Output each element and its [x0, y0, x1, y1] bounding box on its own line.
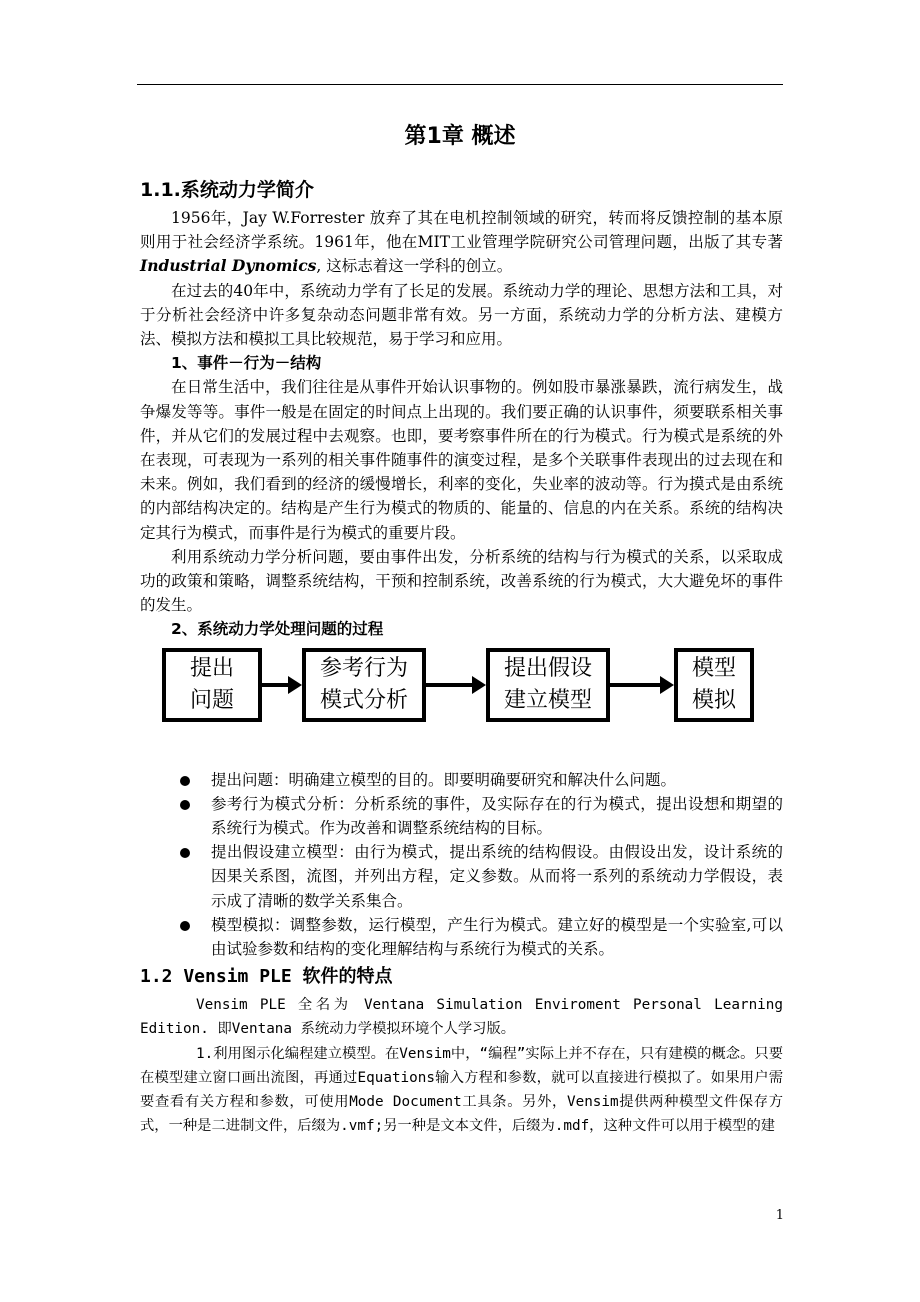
list-item — [140, 913, 783, 961]
section-heading-1-2: 1.2 Vensim PLE 软件的特点 — [140, 966, 393, 988]
bullet-icon — [180, 800, 190, 810]
process-bullet-list — [140, 768, 783, 962]
chapter-title: 第1章 概述 — [404, 124, 516, 149]
flow-arrow — [262, 683, 290, 687]
paragraph-analysis: 利用系统动力学分析问题，要由事件出发，分析系统的结构与行为模式的关系，以采取成功的政策和策略，调整系统结构，干预和控制系统，改善系统的行为模式，大大避免坏的事件的发生。 — [140, 547, 783, 615]
flow-arrow — [426, 683, 474, 687]
bullet-icon — [180, 776, 190, 786]
flow-box-reference-behavior — [302, 648, 426, 722]
flow-box-raise-problem — [162, 648, 262, 722]
list-item — [140, 792, 783, 840]
bullet-icon — [180, 921, 190, 931]
flow-box-label: 提出 问题 — [189, 655, 234, 713]
page-number: 1 — [775, 1208, 784, 1223]
paragraph-intro — [140, 206, 783, 279]
flow-box-label: 参考行为 模式分析 — [319, 655, 408, 713]
paragraph-development: 在过去的40年中，系统动力学有了长足的发展。系统动力学的理论、思想方法和工具，对于分析社会经济中许多复杂动态问题非常有效。另一方面，系统动力学的分析方法、建模方法、模拟方法和模拟工具比较规范，易于学习和应用。 — [140, 281, 783, 349]
book-title: Industrial Dynomics — [140, 256, 317, 276]
list-item — [140, 840, 783, 913]
section-heading-1-1: 1.1.系统动力学简介 — [140, 179, 314, 201]
subheading-event-behavior-structure: 1、事件－行为－结构 — [171, 354, 322, 373]
list-item-text: 提出问题：明确建立模型的目的。即要明确要研究和解决什么问题。 — [211, 770, 677, 789]
flow-arrow — [610, 683, 662, 687]
flow-box-model-simulation — [674, 648, 754, 722]
flow-box-label: 模型 模拟 — [691, 655, 736, 713]
intro-text-a: 1956年，Jay W.Forrester 放弃了其在电机控制领域的研究，转而将反馈控制的基本原则用于社会经济学系统。1961年，他在MIT工业管理学院研究公司管理问题，出版了其专著 — [140, 209, 783, 252]
flow-box-hypothesis-model — [486, 648, 610, 722]
list-item — [140, 768, 783, 792]
list-item-text: 提出假设建立模型：由行为模式，提出系统的结构假设。由假设出发，设计系统的因果关系图，流图，并列出方程，定义参数。从而将一系列的系统动力学假设，表示成了清晰的数学关系集合。 — [211, 843, 783, 910]
subheading-process: 2、系统动力学处理问题的过程 — [171, 620, 384, 639]
intro-text-b: , 这标志着这一学科的创立。 — [316, 257, 513, 276]
paragraph-vensim-name: Vensim PLE 全名为 Ventana Simulation Enviroment Personal Learning Edition. 即Ventana 系统动力学模拟环境个人学习版。 — [140, 997, 783, 1038]
list-item-text: 参考行为模式分析：分析系统的事件，及实际存在的行为模式，提出设想和期望的系统行为模式。作为改善和调整系统结构的目标。 — [211, 794, 783, 838]
list-item-text: 模型模拟：调整参数，运行模型，产生行为模式。建立好的模型是一个实验室,可以由试验参数和结构的变化理解结构与系统行为模式的关系。 — [211, 915, 783, 959]
paragraph-graphical-modeling: 1.利用图示化编程建立模型。在Vensim中，“编程”实际上并不存在，只有建模的概念。只要在模型建立窗口画出流图，再通过Equations输入方程和参数，就可以直接进行模拟了。如果用户需要查看有关方程和参数，可使用Mode Document工具条。另外，Vensim提供两种模型文件保存方式，一种是二进制文件，后缀为.vmf;另一种是文本文件，后缀为.mdf，这种文件可以用于模型的建 — [140, 1045, 783, 1135]
paragraph-events: 在日常生活中，我们往往是从事件开始认识事物的。例如股市暴涨暴跌，流行病发生，战争爆发等等。事件一般是在固定的时间点上出现的。我们要正确的认识事件，须要联系相关事件，并从它们的发展过程中去观察。也即，要考察事件所在的行为模式。行为模式是系统的外在表现，可表现为一系列的相关事件随事件的演变过程，是多个关联事件表现出的过去现在和未来。例如，我们看到的经济的缓慢增长，利率的变化，失业率的波动等。行为摸式是由系统的内部结构决定的。结构是产生行为模式的物质的、能量的、信息的内在关系。系统的结构决定其行为模式，而事件是行为模式的重要片段。 — [140, 378, 783, 542]
process-flow-diagram — [140, 648, 783, 748]
flow-box-label: 提出假设 建立模型 — [503, 655, 592, 713]
bullet-icon — [180, 848, 190, 858]
page-body — [140, 176, 783, 1139]
header-rule — [137, 84, 783, 85]
